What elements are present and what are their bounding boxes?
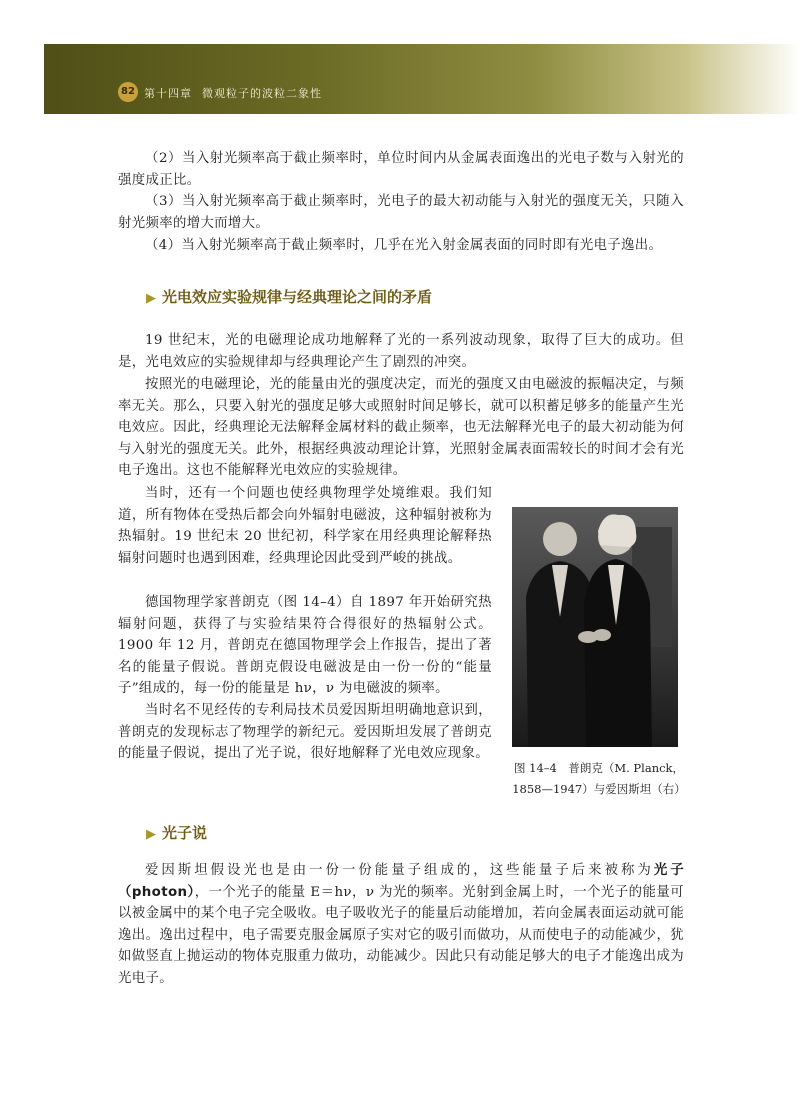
rule-2-paragraph: （2）当入射光频率高于截止频率时，单位时间内从金属表面逸出的光电子数与入射光的强度成正比。 xyxy=(118,151,684,188)
section-heading-photon xyxy=(146,822,207,843)
rule-3-paragraph: （3）当入射光频率高于截止频率时，光电子的最大初动能与入射光的强度无关，只随入射光频率的增大而增大。 xyxy=(118,194,684,231)
paragraph-planck: 德国物理学家普朗克（图 14–4）自 1897 年开始研究热辐射问题，获得了与实验结果符合得很好的热辐射公式。1900 年 12 月，普朗克在德国物理学会上作报告，提出了著名的能量子假说。普朗克假设电磁波是由一份一份的“能量子”组成的，每一份的能量是 hν，ν 为电磁波的频率。 xyxy=(118,595,492,697)
paragraph-photon-hypothesis xyxy=(118,860,684,990)
paragraph-einstein: 当时名不见经传的专利局技术员爱因斯坦明确地意识到，普朗克的发现标志了物理学的新纪元。爱因斯坦发展了普朗克的能量子假说，提出了光子说，很好地解释了光电效应现象。 xyxy=(118,703,492,762)
caption-line-1: 图 14–4 普朗克（M. Planck， xyxy=(513,761,685,775)
section-triangle-icon: ▶ xyxy=(146,291,156,306)
figure-caption xyxy=(504,758,694,800)
header-band xyxy=(44,44,800,114)
chapter-heading xyxy=(144,85,332,101)
section-title: 光子说 xyxy=(162,824,208,842)
chapter-number: 第十四章 xyxy=(144,87,192,100)
section-heading-contradiction xyxy=(146,286,432,307)
section-triangle-icon: ▶ xyxy=(146,827,156,842)
text-after-term: ，一个光子的能量 E＝hν，ν 为光的频率。光射到金属上时，一个光子的能量可以被金属中的某个电子完全吸收。电子吸收光子的能量后动能增加，若向金属表面运动就可能逸出。逸出过程中，电子需要克服金属原子实对它的吸引而做功，从而使电子的动能减少，犹如做竖直上抛运动的物体克服重力做功，动能减少。因此只有动能足够大的电子才能逸出成为光电子。 xyxy=(118,884,684,986)
text-before-term: 爱因斯坦假设光也是由一份一份能量子组成的，这些能量子后来被称为 xyxy=(145,863,654,878)
paragraph-intro: 19 世纪末，光的电磁理论成功地解释了光的一系列波动现象，取得了巨大的成功。但是，光电效应的实验规律却与经典理论产生了剧烈的冲突。 xyxy=(118,333,684,370)
page-number-badge: 82 xyxy=(118,82,138,102)
chapter-title: 微观粒子的波粒二象性 xyxy=(202,87,322,100)
planck-einstein-photo xyxy=(512,507,678,747)
section-title: 光电效应实验规律与经典理论之间的矛盾 xyxy=(162,288,433,306)
paragraph-em-theory: 按照光的电磁理论，光的能量由光的强度决定，而光的强度又由电磁波的振幅决定，与频率无关。那么，只要入射光的强度足够大或照射时间足够长，就可以积蓄足够多的能量产生光电效应。因此，经典理论无法解释金属材料的截止频率，也无法解释光电子的最大初动能为何与入射光的强度无关。此外，根据经典波动理论计算，光照射金属表面需较长的时间才会有光电子逸出。这也不能解释光电效应的实验规律。 xyxy=(118,377,684,479)
caption-line-2: 1858—1947）与爱因斯坦（右） xyxy=(512,782,686,796)
rule-4-paragraph: （4）当入射光频率高于截止频率时，几乎在光入射金属表面的同时即有光电子逸出。 xyxy=(145,238,663,253)
paragraph-thermal-radiation: 当时，还有一个问题也使经典物理学处境维艰。我们知道，所有物体在受热后都会向外辐射电磁波，这种辐射被称为热辐射。19 世纪末 20 世纪初，科学家在用经典理论解释热辐射问题时也遇到困难，经典理论因此受到严峻的挑战。 xyxy=(118,486,492,566)
photon-term: 光子（photon） xyxy=(118,863,684,900)
